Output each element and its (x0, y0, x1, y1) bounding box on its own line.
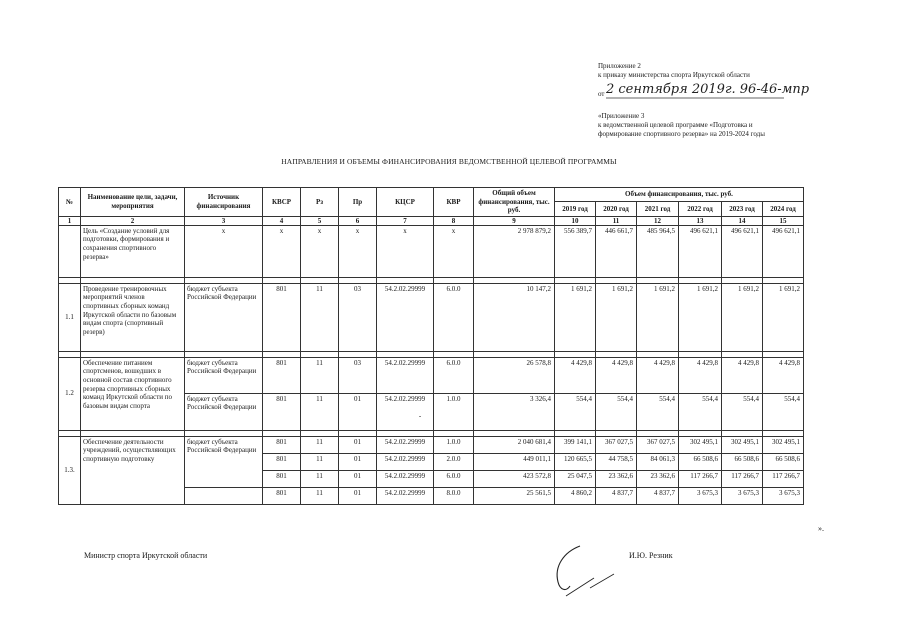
goal-code: х (301, 225, 339, 277)
row-year-value: 66 508,6 (722, 453, 763, 470)
th-year-2024: 2024 год (763, 202, 804, 216)
row-year-value: 44 758,5 (596, 453, 637, 470)
row-year-value: 1 691,2 (679, 283, 722, 351)
row-rz: 11 (301, 470, 339, 487)
row-kcsr: 54.2.02.29999 (377, 436, 434, 453)
row-year-value: 1 691,2 (763, 283, 804, 351)
col-number: 5 (301, 216, 339, 225)
row-1-2-a (59, 357, 804, 393)
th-year-2019: 2019 год (555, 202, 596, 216)
row-rz: 11 (301, 283, 339, 351)
order-date-line (598, 90, 604, 99)
col-number: 15 (763, 216, 804, 225)
col-number: 4 (263, 216, 301, 225)
row-year-value: 84 061,3 (637, 453, 679, 470)
row-year-value: 302 495,1 (679, 436, 722, 453)
row-kvr: 2.0.0 (434, 453, 474, 470)
page-title: НАПРАВЛЕНИЯ И ОБЪЕМЫ ФИНАНСИРОВАНИЯ ВЕДОМСТВЕННОЙ ЦЕЛЕВОЙ ПРОГРАММЫ (281, 157, 617, 166)
th-year-2022: 2022 год (679, 202, 722, 216)
row-name: Обеспечение питанием спортсменов, вошедших в основной состав спортивного резерва спортивных сборных команд Иркутской области по базовым видам спорта (81, 357, 185, 430)
row-pr: 01 (339, 453, 377, 470)
row-year-value: 554,4 (637, 393, 679, 430)
row-year-value: 4 429,8 (763, 357, 804, 393)
row-kvsr: 801 (263, 453, 301, 470)
header-line-2: к приказу министерства спорта Иркутской области (598, 71, 750, 79)
row-year-value: 367 027,5 (637, 436, 679, 453)
row-year-value: 1 691,2 (722, 283, 763, 351)
row-year-value: 23 362,6 (637, 470, 679, 487)
goal-code: х (339, 225, 377, 277)
row-kvr: 1.0.0 (434, 436, 474, 453)
col-number: 8 (434, 216, 474, 225)
row-year-value: 120 665,5 (555, 453, 596, 470)
row-total: 2 040 681,4 (474, 436, 555, 453)
handwritten-signature (542, 538, 622, 600)
row-kcsr: 54.2.02.29999 (377, 357, 434, 393)
th-total: Общий объем финансирования, тыс. руб. (474, 188, 555, 217)
col-number: 13 (679, 216, 722, 225)
row-year-value: 66 508,6 (679, 453, 722, 470)
signatory-position: Министр спорта Иркутской области (84, 551, 208, 560)
row-total: 449 011,1 (474, 453, 555, 470)
col-number: 1 (59, 216, 81, 225)
row-year-value: 554,4 (679, 393, 722, 430)
row-year-value: 1 691,2 (596, 283, 637, 351)
row-kcsr: 54.2.02.29999 (377, 283, 434, 351)
row-year-value: 3 675,3 (722, 487, 763, 504)
row-year-value: 367 027,5 (596, 436, 637, 453)
row-rz: 11 (301, 436, 339, 453)
goal-total: 2 978 879,2 (474, 225, 555, 277)
row-kvr: 8.0.0 (434, 487, 474, 504)
row-source: бюджет субъекта Российской Федерации (185, 357, 263, 393)
row-year-value: 117 266,7 (763, 470, 804, 487)
row-name: Обеспечение деятельности учреждений, осуществляющих спортивную подготовку (81, 436, 185, 504)
stray-mark: - (418, 411, 422, 420)
row-kcsr-value: 54.2.02.29999 (384, 394, 426, 403)
header-line-6: формирование спортивного резерва» на 2019-2024 годы (598, 130, 765, 138)
goal-name: Цель «Создание условий для подготовки, формирования и сохранения спортивного резерва» (81, 225, 185, 277)
row-kvsr: 801 (263, 357, 301, 393)
row-year-value: 25 047,5 (555, 470, 596, 487)
row-total: 25 561,5 (474, 487, 555, 504)
header-line-4: «Приложение 3 (598, 112, 645, 120)
row-number: 1.2 (59, 357, 81, 430)
row-kvsr: 801 (263, 487, 301, 504)
row-year-value: 4 429,8 (596, 357, 637, 393)
goal-row (59, 225, 804, 277)
row-year-value: 4 860,2 (555, 487, 596, 504)
goal-year-value: 556 389,7 (555, 225, 596, 277)
row-number: 1.3. (59, 436, 81, 504)
col-number: 14 (722, 216, 763, 225)
row-source: бюджет субъекта Российской Федерации (185, 436, 263, 487)
th-source: Источник финансирования (185, 188, 263, 217)
header-line-1: Приложение 2 (598, 62, 641, 70)
th-name: Наименование цели, задачи, мероприятия (81, 188, 185, 217)
th-year-2021: 2021 год (637, 202, 679, 216)
th-kcsr: КЦСР (377, 188, 434, 217)
row-year-value: 23 362,6 (596, 470, 637, 487)
row-kvr: 6.0.0 (434, 357, 474, 393)
row-1-3-a (59, 436, 804, 453)
header-line-5: к ведомственной целевой программе «Подготовка и (598, 121, 753, 129)
row-pr: 01 (339, 393, 377, 430)
row-source: бюджет субъекта Российской Федерации (185, 393, 263, 430)
col-number: 11 (596, 216, 637, 225)
row-total: 26 578,8 (474, 357, 555, 393)
row-total: 423 572,8 (474, 470, 555, 487)
col-number: 10 (555, 216, 596, 225)
row-kcsr: 54.2.02.29999 (377, 487, 434, 504)
program-header (598, 112, 765, 139)
row-pr: 01 (339, 487, 377, 504)
row-total: 3 326,4 (474, 393, 555, 430)
handwritten-date-number: 2 сентября 2019г. 96-46-мпр (606, 82, 810, 97)
column-numbers-row (59, 216, 804, 225)
row-kvsr: 801 (263, 283, 301, 351)
row-year-value: 4 837,7 (596, 487, 637, 504)
row-kcsr: 54.2.02.29999 (377, 453, 434, 470)
row-kvr: 6.0.0 (434, 283, 474, 351)
row-year-value: 4 429,8 (555, 357, 596, 393)
goal-year-value: 496 621,1 (722, 225, 763, 277)
col-number: 7 (377, 216, 434, 225)
row-year-value: 302 495,1 (722, 436, 763, 453)
row-year-value: 1 691,2 (555, 283, 596, 351)
row-year-value: 4 429,8 (679, 357, 722, 393)
header-row-1 (59, 188, 804, 202)
goal-year-value: 496 621,1 (763, 225, 804, 277)
col-number: 9 (474, 216, 555, 225)
row-kvsr: 801 (263, 393, 301, 430)
row-year-value: 66 508,6 (763, 453, 804, 470)
th-year-2023: 2023 год (722, 202, 763, 216)
row-year-value: 1 691,2 (637, 283, 679, 351)
signatory-name: И.Ю. Резник (629, 551, 673, 560)
goal-code: х (263, 225, 301, 277)
row-1-1 (59, 283, 804, 351)
row-year-value: 3 675,3 (763, 487, 804, 504)
row-year-value: 3 675,3 (679, 487, 722, 504)
header-date-prefix: от (598, 90, 605, 98)
col-number: 3 (185, 216, 263, 225)
row-kcsr: 54.2.02.29999 (377, 470, 434, 487)
goal-year-value: 446 661,7 (596, 225, 637, 277)
row-kvsr: 801 (263, 436, 301, 453)
row-pr: 01 (339, 436, 377, 453)
row-total: 10 147,2 (474, 283, 555, 351)
row-pr: 03 (339, 357, 377, 393)
row-year-value: 554,4 (555, 393, 596, 430)
col-number: 2 (81, 216, 185, 225)
row-rz: 11 (301, 487, 339, 504)
row-year-value: 399 141,1 (555, 436, 596, 453)
row-year-value: 4 429,8 (637, 357, 679, 393)
row-year-value: 302 495,1 (763, 436, 804, 453)
th-num: № (59, 188, 81, 217)
th-volume: Объем финансирования, тыс. руб. (555, 188, 804, 202)
row-pr: 01 (339, 470, 377, 487)
row-kcsr (377, 393, 434, 430)
row-number: 1.1 (59, 283, 81, 351)
row-name: Проведение тренировочных мероприятий членов спортивных сборных команд Иркутской области по базовым видам спорта (спортивный резерв) (81, 283, 185, 351)
row-rz: 11 (301, 357, 339, 393)
row-source: бюджет субъекта Российской Федерации (185, 283, 263, 351)
row-year-value: 4 837,7 (637, 487, 679, 504)
th-year-2020: 2020 год (596, 202, 637, 216)
row-year-value: 554,4 (596, 393, 637, 430)
goal-code: х (434, 225, 474, 277)
goal-code: х (185, 225, 263, 277)
th-kvr: КВР (434, 188, 474, 217)
row-pr: 03 (339, 283, 377, 351)
row-rz: 11 (301, 393, 339, 430)
row-year-value: 117 266,7 (679, 470, 722, 487)
closing-quote-mark: ». (818, 524, 824, 533)
th-pr: Пр (339, 188, 377, 217)
date-underline (606, 96, 784, 100)
goal-code: х (377, 225, 434, 277)
goal-year-value: 496 621,1 (679, 225, 722, 277)
row-rz: 11 (301, 453, 339, 470)
row-kvsr: 801 (263, 470, 301, 487)
row-year-value: 117 266,7 (722, 470, 763, 487)
appendix-header (598, 62, 750, 80)
row-year-value: 4 429,8 (722, 357, 763, 393)
row-year-value: 554,4 (722, 393, 763, 430)
row-kvr: 1.0.0 (434, 393, 474, 430)
col-number: 12 (637, 216, 679, 225)
th-rz: Рз (301, 188, 339, 217)
th-kvsr: КВСР (263, 188, 301, 217)
financing-table (58, 187, 804, 505)
col-number: 6 (339, 216, 377, 225)
goal-year-value: 485 964,5 (637, 225, 679, 277)
row-year-value: 554,4 (763, 393, 804, 430)
row-kvr: 6.0.0 (434, 470, 474, 487)
